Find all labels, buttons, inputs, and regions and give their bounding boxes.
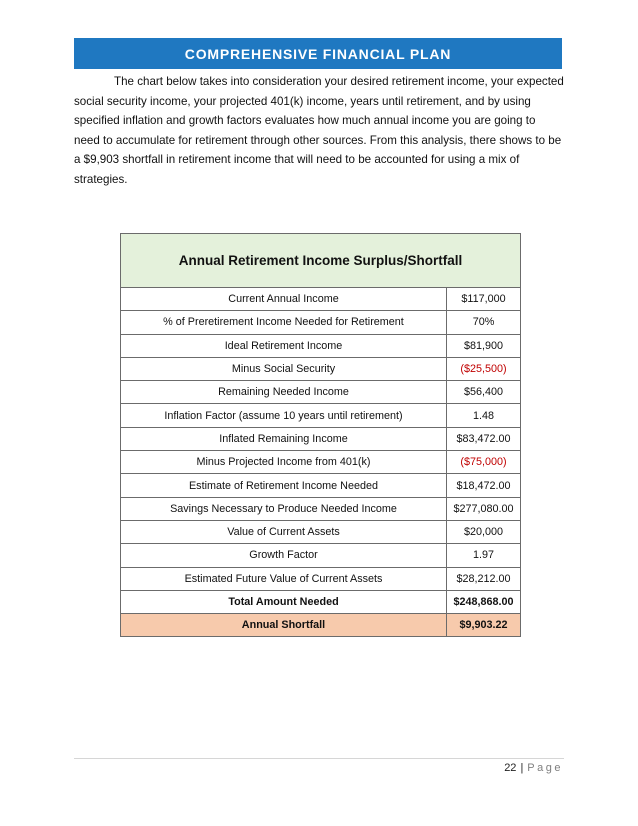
- table-row: [121, 497, 520, 520]
- income-table-grid: [121, 288, 520, 636]
- table-row: [121, 334, 520, 357]
- row-label: Annual Shortfall: [121, 614, 447, 637]
- row-value: $248,868.00: [447, 590, 521, 613]
- row-value: 1.48: [447, 404, 521, 427]
- footer-divider: [74, 758, 564, 759]
- row-value-negative: ($25,500): [447, 357, 521, 380]
- row-label: Value of Current Assets: [121, 520, 447, 543]
- row-label: Growth Factor: [121, 544, 447, 567]
- table-row: [121, 311, 520, 334]
- table-row: [121, 404, 520, 427]
- page-number: 22: [504, 762, 517, 774]
- row-value: $9,903.22: [447, 614, 521, 637]
- footer-separator: |: [520, 762, 524, 774]
- row-value: 70%: [447, 311, 521, 334]
- row-value: $117,000: [447, 288, 521, 311]
- table-row: [121, 357, 520, 380]
- row-label: Ideal Retirement Income: [121, 334, 447, 357]
- table-row: [121, 288, 520, 311]
- page-footer: [504, 762, 563, 774]
- page-word: Page: [527, 762, 563, 774]
- row-value: $81,900: [447, 334, 521, 357]
- shortfall-row: [121, 614, 520, 637]
- intro-paragraph: The chart below takes into consideration your desired retirement income, your expected social security income, your projected 401(k) income, years until retirement, and by using specified inflation and growth factors evaluates how much annual income you are going to need to accumulate for retirement through other sources. From this analysis, there shows to be a $9,903 shortfall in retirement income that will need to be accounted for using a mix of strategies.: [74, 75, 564, 186]
- row-label: Inflation Factor (assume 10 years until retirement): [121, 404, 447, 427]
- row-label: Remaining Needed Income: [121, 381, 447, 404]
- table-row: [121, 520, 520, 543]
- table-row: [121, 474, 520, 497]
- table-row: [121, 544, 520, 567]
- row-value: $56,400: [447, 381, 521, 404]
- table-title: Annual Retirement Income Surplus/Shortfall: [121, 234, 520, 288]
- section-title: COMPREHENSIVE FINANCIAL PLAN: [184, 45, 452, 62]
- row-value: $20,000: [447, 520, 521, 543]
- table-row: [121, 427, 520, 450]
- row-label: Minus Social Security: [121, 357, 447, 380]
- row-value: $277,080.00: [447, 497, 521, 520]
- retirement-income-table: [120, 233, 521, 637]
- row-label: Inflated Remaining Income: [121, 427, 447, 450]
- total-row: [121, 590, 520, 613]
- row-value-negative: ($75,000): [447, 451, 521, 474]
- row-value: $18,472.00: [447, 474, 521, 497]
- row-value: 1.97: [447, 544, 521, 567]
- row-label: Estimated Future Value of Current Assets: [121, 567, 447, 590]
- section-banner: [74, 38, 562, 69]
- row-label: Total Amount Needed: [121, 590, 447, 613]
- row-value: $83,472.00: [447, 427, 521, 450]
- row-label: Current Annual Income: [121, 288, 447, 311]
- row-value: $28,212.00: [447, 567, 521, 590]
- row-label: Estimate of Retirement Income Needed: [121, 474, 447, 497]
- row-label: % of Preretirement Income Needed for Retirement: [121, 311, 447, 334]
- table-row: [121, 381, 520, 404]
- table-row: [121, 567, 520, 590]
- row-label: Minus Projected Income from 401(k): [121, 451, 447, 474]
- table-row: [121, 451, 520, 474]
- row-label: Savings Necessary to Produce Needed Income: [121, 497, 447, 520]
